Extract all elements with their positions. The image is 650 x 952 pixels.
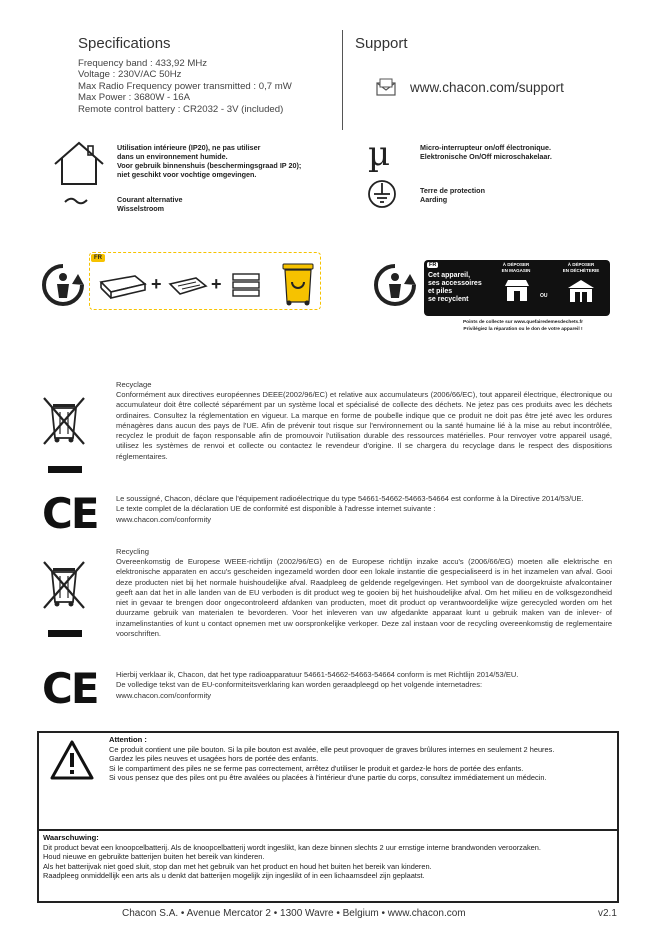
warning-divider xyxy=(39,829,617,831)
specs-title: Specifications xyxy=(78,35,171,52)
alternating-current-icon xyxy=(63,193,89,211)
conformity-link[interactable]: www.chacon.com/conformity xyxy=(116,690,212,700)
plus-sign: + xyxy=(151,274,162,294)
battery-warning-box xyxy=(37,731,619,903)
footer-address: Chacon S.A. • Avenue Mercator 2 • 1300 Wavre • Belgium • www.chacon.com xyxy=(122,908,466,919)
triman-icon xyxy=(40,262,86,313)
fr-badge: FR xyxy=(429,262,437,268)
earth-text: Terre de protection Aarding xyxy=(420,186,485,204)
device-icon xyxy=(97,270,149,305)
plus-sign: + xyxy=(211,274,222,294)
micro-switch-text: Micro-interrupteur on/off électronique. Elektronische On/Off microschakelaar. xyxy=(420,143,552,161)
earth-ground-icon xyxy=(367,179,397,214)
triman-icon xyxy=(372,262,418,313)
deposit-store-label: À DÉPOSER EN MAGASIN xyxy=(501,262,531,273)
micro-switch-icon: µ xyxy=(368,134,391,174)
recycling-nl-title: Recycling xyxy=(116,547,149,556)
weee-crossed-bin-icon xyxy=(40,396,88,463)
mail-icon xyxy=(376,78,398,101)
weee-crossed-bin-icon xyxy=(40,560,88,627)
deposit-center-label: À DÉPOSER EN DÉCHÈTERIE xyxy=(562,262,600,273)
fr-badge: FR xyxy=(91,254,105,262)
support-link[interactable]: www.chacon.com/support xyxy=(410,80,564,95)
battery-icon xyxy=(229,268,265,307)
ce-mark: CE xyxy=(42,489,98,538)
ce-fr-declaration: Le soussigné, Chacon, déclare que l'équipement radioélectrique du type 54661-54662-54663-54664 est conforme à la Directive 2014/53/UE. Le texte complet de la déclaration UE de conformité est disponible à l'adresse internet suivante : www.chacon.com/conformity xyxy=(116,494,612,525)
accessory-icon xyxy=(168,274,208,303)
spec-line: Voltage : 230V/AC 50Hz xyxy=(78,69,182,81)
version-label: v2.1 xyxy=(598,908,617,919)
weee-bar xyxy=(48,466,82,473)
or-label: OU xyxy=(540,293,548,299)
ce-mark: CE xyxy=(42,664,98,713)
support-title: Support xyxy=(355,35,408,52)
yellow-bin-icon xyxy=(278,260,318,311)
collection-notes: Points de collecte sur www.quefairedemesdechets.fr Privilégiez la réparation ou le don de votre appareil ! xyxy=(462,320,584,332)
shop-icon xyxy=(504,278,530,307)
card-text: Cet appareil, ses accessoires et piles se recyclent xyxy=(428,272,482,303)
recycling-center-icon xyxy=(566,278,596,309)
warning-fr: Attention : Ce produit contient une pile bouton. Si la pile bouton est avalée, elle peut provoquer de graves brûlures internes en seulement 2 heures. Gardez les piles neuves et usagées hors de portée des enfants. Si le compartiment des piles ne se ferme pas correctement, arrêtez d'utiliser le produit et gardez-le hors de portée des enfants. Si vous pensez que des piles ont pu être avalées ou placées à l'intérieur d'une partie du corps, consultez immédiatement un médecin. xyxy=(109,735,555,783)
weee-bar xyxy=(48,630,82,637)
recycling-fr-title: Recyclage xyxy=(116,380,152,389)
recycling-fr-body: Conformément aux directives européennes DEEE(2002/96/EC) et relative aux accumulateurs (2006/66/EC), tout appareil électrique, électronique ou accumulateur doit être collecté séparément par un système local et spécialisé de collecte des déchets. Ne jetez pas ces produits avec les déchets ordinaires. Consultez la réglementation en vigueur. La marque en forme de poubelle indique que ce produit ne doit pas être jeté avec les ordures ménagères dans aucun des pays de l'UE. Afin de prévenir tout risque sur l'environnement ou la santé humaine lié à la mise au rebut incontrôlée, recyclez le produit de façon responsable afin de promouvoir l'utilisation durable des ressources matérielles. Pour renvoyer votre appareil usagé, utilisez les systèmes de renvoi et collecte ou contactez le revendeur d'origine. Il se chargera du recyclage dans le respect des dispositions réglementaires. xyxy=(116,390,612,461)
house-icon xyxy=(52,140,106,191)
warning-triangle-icon xyxy=(49,739,95,786)
warning-nl: Waarschuwing: Dit product bevat een knoopcelbatterij. Als de knoopcelbatterij wordt ingeslikt, kan deze binnen slechts 2 uur ernstige interne brandwonden veroorzaken. Houd nieuwe en gebruikte batterijen buiten het bereik van kinderen. Als het batterijvak niet goed sluit, stop dan met het gebruik van het product en houd het buiten het bereik van kinderen. Raadpleeg onmiddellijk een arts als u denkt dat batterijen mogelijk zijn ingeslikt of in een lichaamsdeel zijn geplaatst. xyxy=(43,833,541,881)
recycling-nl-body: Overeenkomstig de Europese WEEE-richtlijn (2002/96/EG) en de Europese richtlijn inzake accu's (2006/66/EG) moeten alle elektrische en elektronische apparaten en accu's gescheiden ingezameld worden door een lokale instantie die gespecialiseerd is in het inzamelen van afval. Gooi deze producten niet bij het normale huishoudelijke afval. Raadpleeg de geldende regelgevingen. Het symbool van de doorgekruiste afvalcontainer geeft aan dat het in alle landen van de EU verboden is dit product weg te gooien bij het huishoudelijke afval. Om het milieu en de volksgezondheid niet in gevaar te brengen door ongecontroleerd afdanken van producten, moet dit product op verantwoordelijke wijze gerecycled worden om het duurzame gebruik van materialen te bevorderen. Voor het inleveren van uw afgedankte apparaat kunt u gebruik maken van de inlever- of inzamelinstanties of kunt u contact opnemen met uw oorspronkelijke verkoper. Deze zal instaan voor de recycling overeenkomstig de reglementaire voorschriften. xyxy=(116,557,612,639)
spec-line: Max Radio Frequency power transmitted : 0,7 mW xyxy=(78,80,292,92)
ce-nl-declaration: Hierbij verklaar ik, Chacon, dat het type radioapparatuur 54661-54662-54663-54664 conform is met Richtlijn 2014/53/EU. De volledige tekst van de EU-conformiteitsverklaring kan worden geraadpleegd op het volgende internetadres: www.chacon.com/conformity xyxy=(116,670,612,701)
ac-text: Courant alternative Wisselstroom xyxy=(117,195,183,213)
spec-line: Remote control battery : CR2032 - 3V (included) xyxy=(78,103,284,115)
spec-line: Frequency band : 433,92 MHz xyxy=(78,58,208,69)
specs-list xyxy=(78,58,292,115)
section-divider xyxy=(342,30,343,130)
conformity-link[interactable]: www.chacon.com/conformity xyxy=(116,514,212,524)
indoor-use-text: Utilisation intérieure (IP20), ne pas utiliser dans un environnement humide. Voor gebruik binnenshuis (beschermingsgraad IP 20); niet geschikt voor vochtige omgevingen. xyxy=(117,143,302,179)
spec-line: Max Power : 3680W - 16A xyxy=(78,92,190,104)
